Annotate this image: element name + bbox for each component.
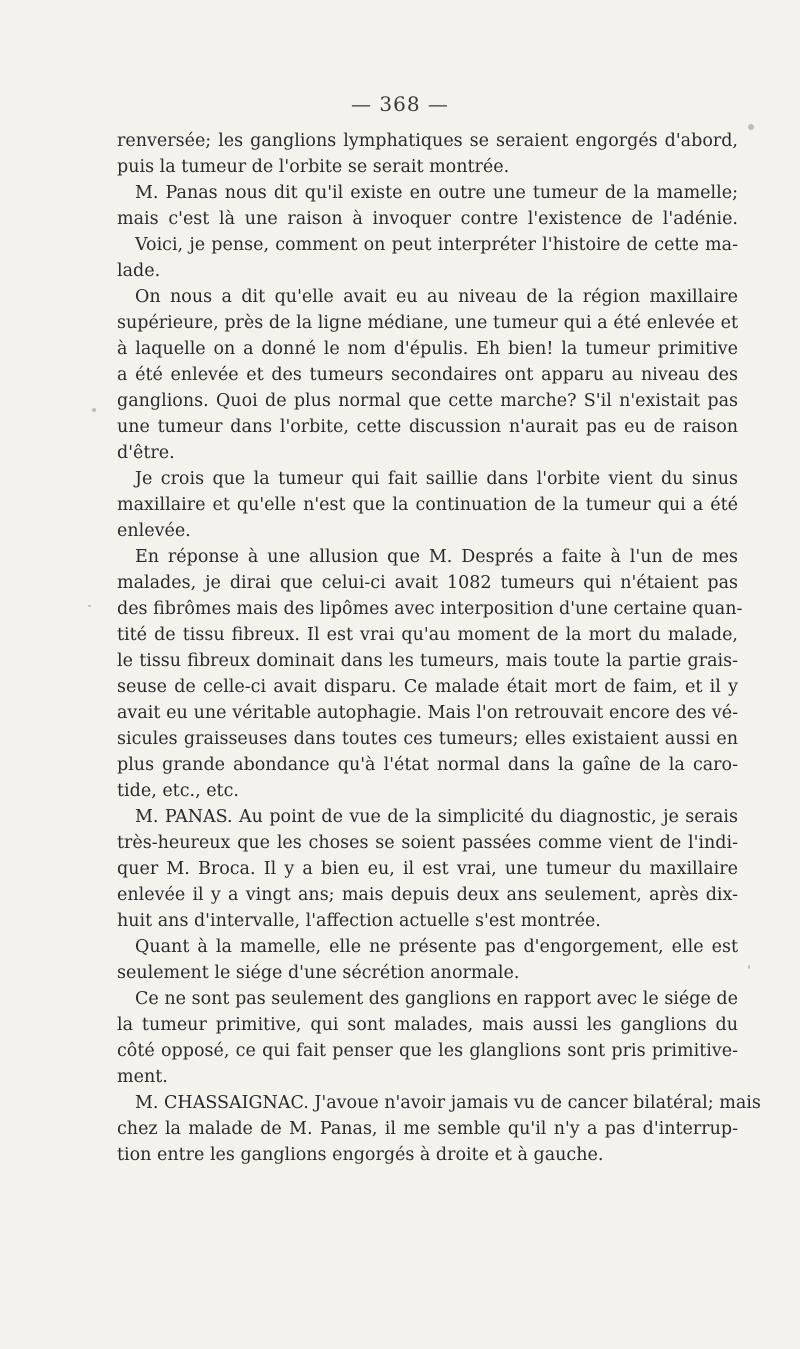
text-line: Voici, je pense, comment on peut interpréter l'histoire de cette ma- <box>135 235 738 255</box>
paper-speck <box>748 124 754 130</box>
text-line: huit ans d'intervalle, l'affection actuelle s'est montrée. <box>117 911 601 931</box>
text-line: Quant à la mamelle, elle ne présente pas d'engorgement, elle est <box>135 937 738 957</box>
body-text <box>117 128 761 1168</box>
text-line: la tumeur primitive, qui sont malades, mais aussi les ganglions du <box>117 1015 738 1035</box>
paper-speck <box>748 965 750 969</box>
text-line: malades, je dirai que celui-ci avait 1082 tumeurs qui n'étaient pas <box>117 573 738 593</box>
text-line: En réponse à une allusion que M. Després a faite à l'un de mes <box>135 547 738 567</box>
text-line: une tumeur dans l'orbite, cette discussion n'aurait pas eu de raison <box>117 417 738 437</box>
text-line: enlevée il y a vingt ans; mais depuis deux ans seulement, après dix- <box>117 885 738 905</box>
paper-speck <box>88 605 91 607</box>
text-line: le tissu fibreux dominait dans les tumeurs, mais toute la partie grais- <box>117 651 738 671</box>
text-line: renversée; les ganglions lymphatiques se seraient engorgés d'abord, <box>117 131 738 151</box>
text-line: a été enlevée et des tumeurs secondaires ont apparu au niveau des <box>117 365 738 385</box>
text-line: puis la tumeur de l'orbite se serait montrée. <box>117 157 510 177</box>
text-line: tion entre les ganglions engorgés à droite et à gauche. <box>117 1145 604 1165</box>
text-line: lade. <box>117 261 161 281</box>
text-line: supérieure, près de la ligne médiane, une tumeur qui a été enlevée et <box>117 313 738 333</box>
text-line: tité de tissu fibreux. Il est vrai qu'au moment de la mort du malade, <box>117 625 738 645</box>
text-line: ganglions. Quoi de plus normal que cette marche? S'il n'existait pas <box>117 391 738 411</box>
text-line: côté opposé, ce qui fait penser que les glanglions sont pris primitive- <box>117 1041 738 1061</box>
text-line: mais c'est là une raison à invoquer contre l'existence de l'adénie. <box>117 209 738 229</box>
text-line: tide, etc., etc. <box>117 781 239 801</box>
text-line: quer M. Broca. Il y a bien eu, il est vrai, une tumeur du maxillaire <box>117 859 738 879</box>
text-line: maxillaire et qu'elle n'est que la continuation de la tumeur qui a été <box>117 495 738 515</box>
text-line: enlevée. <box>117 521 191 541</box>
text-line: d'être. <box>117 443 175 463</box>
text-line: Je crois que la tumeur qui fait saillie dans l'orbite vient du sinus <box>135 469 738 489</box>
text-line: M. CHASSAIGNAC. J'avoue n'avoir jamais vu de cancer bilatéral; mais <box>135 1093 761 1113</box>
text-line: seulement le siége d'une sécrétion anormale. <box>117 963 520 983</box>
text-line: Ce ne sont pas seulement des ganglions en rapport avec le siége de <box>135 989 738 1009</box>
text-line: très-heureux que les choses se soient passées comme vient de l'indi- <box>117 833 738 853</box>
text-line: des fibrômes mais des lipômes avec interposition d'une certaine quan- <box>117 599 743 619</box>
text-line: M. Panas nous dit qu'il existe en outre une tumeur de la mamelle; <box>135 183 738 203</box>
text-line: plus grande abondance qu'à l'état normal dans la gaîne de la caro- <box>117 755 738 775</box>
paper-speck <box>92 408 96 412</box>
page-number: — 368 — <box>351 92 449 116</box>
text-line: On nous a dit qu'elle avait eu au niveau de la région maxillaire <box>135 287 738 307</box>
text-line: seuse de celle-ci avait disparu. Ce malade était mort de faim, et il y <box>117 677 738 697</box>
text-line: ment. <box>117 1067 168 1087</box>
text-line: à laquelle on a donné le nom d'épulis. Eh bien! la tumeur primitive <box>117 339 738 359</box>
text-line: M. PANAS. Au point de vue de la simplicité du diagnostic, je serais <box>135 807 738 827</box>
text-line: avait eu une véritable autophagie. Mais l'on retrouvait encore des vé- <box>117 703 738 723</box>
text-line: sicules graisseuses dans toutes ces tumeurs; elles existaient aussi en <box>117 729 738 749</box>
text-line: chez la malade de M. Panas, il me semble qu'il n'y a pas d'interrup- <box>117 1119 738 1139</box>
